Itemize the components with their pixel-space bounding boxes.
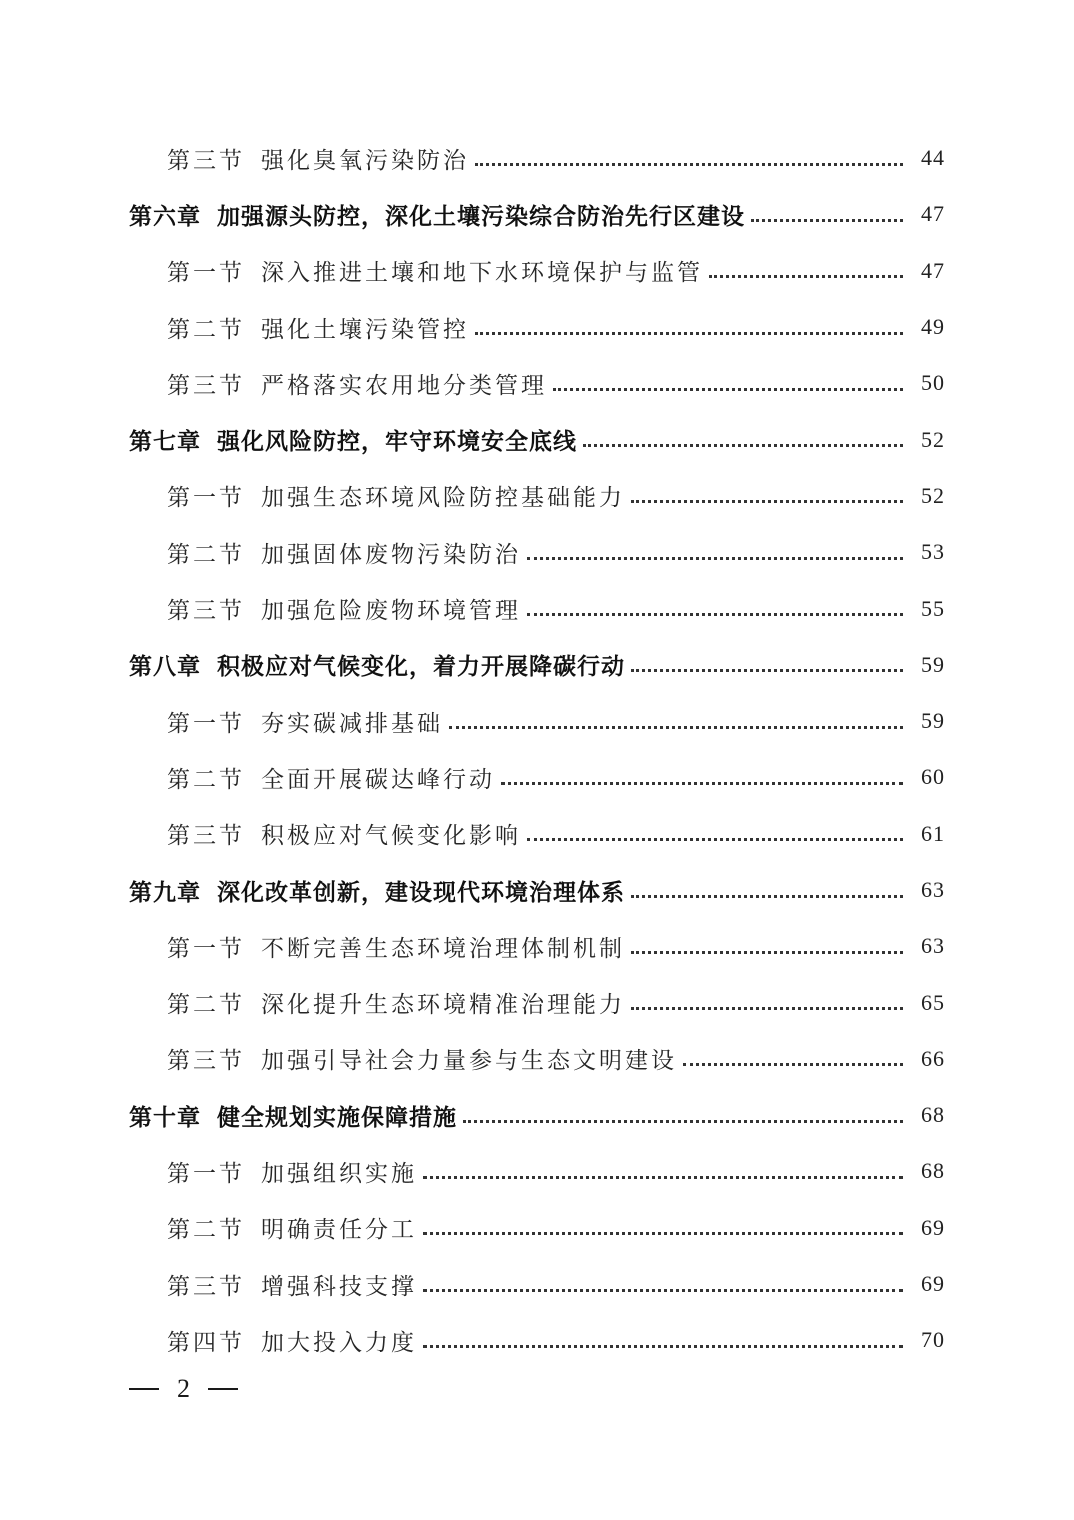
- toc-entry[interactable]: [0, 637, 1074, 693]
- toc-entry-number: 第二节: [167, 316, 245, 343]
- toc-entry-title: 健全规划实施保障措施: [217, 1104, 457, 1131]
- toc-entry[interactable]: [0, 1256, 1074, 1312]
- toc-entry-title: 积极应对气候变化，着力开展降碳行动: [217, 654, 625, 681]
- dot-leader: [631, 893, 903, 898]
- toc-entry-page: 53: [921, 539, 945, 565]
- table-of-contents: [0, 130, 1074, 1369]
- toc-entry[interactable]: [0, 355, 1074, 411]
- dot-leader: [631, 498, 903, 503]
- dot-leader: [751, 217, 903, 222]
- toc-entry-page: 59: [921, 651, 945, 677]
- toc-entry-title: 明确责任分工: [261, 1217, 417, 1244]
- toc-entry-title: 深入推进土壤和地下水环境保护与监管: [261, 260, 703, 287]
- toc-entry-title: 增强科技支撑: [261, 1273, 417, 1300]
- toc-entry-page: 47: [921, 257, 945, 283]
- dot-leader: [631, 949, 903, 954]
- toc-entry[interactable]: [0, 186, 1074, 242]
- dot-leader: [683, 1061, 903, 1066]
- toc-entry[interactable]: [0, 1200, 1074, 1256]
- toc-entry-title: 严格落实农用地分类管理: [261, 372, 547, 399]
- dot-leader: [475, 161, 903, 166]
- dot-leader: [553, 386, 903, 391]
- toc-entry-title: 加强引导社会力量参与生态文明建设: [261, 1048, 677, 1075]
- toc-entry-title: 深化提升生态环境精准治理能力: [261, 992, 625, 1019]
- toc-entry[interactable]: [0, 130, 1074, 186]
- toc-entry-number: 第一节: [167, 710, 245, 737]
- toc-entry-page: 49: [921, 314, 945, 340]
- toc-entry-page: 50: [921, 370, 945, 396]
- toc-entry-number: 第八章: [129, 654, 201, 681]
- dot-leader: [449, 724, 903, 729]
- toc-entry-page: 69: [921, 1271, 945, 1297]
- toc-entry-number: 第二节: [167, 541, 245, 568]
- toc-entry[interactable]: [0, 1031, 1074, 1087]
- toc-entry-number: 第三节: [167, 147, 245, 174]
- toc-entry-title: 全面开展碳达峰行动: [261, 766, 495, 793]
- dot-leader: [423, 1230, 903, 1235]
- toc-entry-title: 强化臭氧污染防治: [261, 147, 469, 174]
- toc-entry-title: 加强组织实施: [261, 1160, 417, 1187]
- toc-entry-number: 第三节: [167, 823, 245, 850]
- toc-entry-page: 52: [921, 426, 945, 452]
- page-footer: [129, 1374, 238, 1404]
- toc-entry-title: 夯实碳减排基础: [261, 710, 443, 737]
- toc-entry-page: 63: [921, 877, 945, 902]
- toc-entry[interactable]: [0, 1312, 1074, 1368]
- dot-leader: [527, 611, 903, 616]
- toc-entry-page: 52: [921, 482, 945, 508]
- toc-entry-number: 第七章: [129, 429, 201, 456]
- toc-entry[interactable]: [0, 693, 1074, 749]
- toc-entry-number: 第三节: [167, 1273, 245, 1300]
- footer-dash-left: [129, 1388, 159, 1390]
- toc-entry-number: 第十章: [129, 1104, 201, 1131]
- dot-leader: [423, 1287, 903, 1292]
- toc-entry-page: 44: [921, 145, 945, 171]
- toc-entry-number: 第六章: [129, 203, 201, 230]
- toc-entry[interactable]: [0, 918, 1074, 974]
- toc-entry-number: 第四节: [167, 1329, 245, 1356]
- toc-entry-page: 68: [921, 1158, 945, 1184]
- toc-entry-number: 第九章: [129, 879, 201, 906]
- toc-entry-page: 55: [921, 595, 945, 621]
- toc-entry-page: 61: [921, 820, 945, 846]
- toc-entry[interactable]: [0, 299, 1074, 355]
- toc-entry-page: 66: [921, 1045, 945, 1071]
- toc-entry-number: 第一节: [167, 485, 245, 512]
- dot-leader: [501, 780, 903, 785]
- toc-entry-number: 第二节: [167, 766, 245, 793]
- toc-entry[interactable]: [0, 580, 1074, 636]
- toc-entry[interactable]: [0, 806, 1074, 862]
- dot-leader: [423, 1343, 903, 1348]
- toc-entry-number: 第三节: [167, 598, 245, 625]
- dot-leader: [527, 836, 903, 841]
- toc-entry-page: 63: [921, 933, 945, 959]
- dot-leader: [475, 330, 903, 335]
- toc-entry-page: 70: [921, 1327, 945, 1353]
- toc-entry-title: 加大投入力度: [261, 1329, 417, 1356]
- dot-leader: [583, 442, 903, 447]
- toc-entry[interactable]: [0, 524, 1074, 580]
- page-number: 2: [177, 1374, 190, 1403]
- dot-leader: [631, 667, 903, 672]
- toc-entry[interactable]: [0, 411, 1074, 467]
- toc-entry-number: 第二节: [167, 1217, 245, 1244]
- toc-entry-title: 加强生态环境风险防控基础能力: [261, 485, 625, 512]
- toc-entry-page: 69: [921, 1214, 945, 1240]
- dot-leader: [423, 1174, 903, 1179]
- toc-entry[interactable]: [0, 1143, 1074, 1199]
- toc-entry-number: 第一节: [167, 1160, 245, 1187]
- toc-entry-number: 第一节: [167, 935, 245, 962]
- dot-leader: [527, 555, 903, 560]
- toc-entry-page: 65: [921, 989, 945, 1015]
- toc-entry-number: 第一节: [167, 260, 245, 287]
- toc-entry-page: 60: [921, 764, 945, 790]
- toc-entry-number: 第二节: [167, 992, 245, 1019]
- toc-entry[interactable]: [0, 243, 1074, 299]
- toc-entry-title: 加强危险废物环境管理: [261, 598, 521, 625]
- toc-entry-title: 强化风险防控，牢守环境安全底线: [217, 429, 577, 456]
- toc-entry[interactable]: [0, 862, 1074, 918]
- toc-entry-page: 47: [921, 201, 945, 227]
- toc-entry-title: 加强源头防控，深化土壤污染综合防治先行区建设: [217, 203, 745, 230]
- dot-leader: [463, 1118, 903, 1123]
- toc-entry[interactable]: [0, 974, 1074, 1030]
- toc-entry-page: 68: [921, 1102, 945, 1128]
- dot-leader: [709, 273, 903, 278]
- toc-entry-title: 不断完善生态环境治理体制机制: [261, 935, 625, 962]
- footer-dash-right: [208, 1388, 238, 1390]
- toc-entry-number: 第三节: [167, 1048, 245, 1075]
- toc-entry-title: 强化土壤污染管控: [261, 316, 469, 343]
- toc-entry[interactable]: [0, 468, 1074, 524]
- dot-leader: [631, 1005, 903, 1010]
- toc-entry-title: 加强固体废物污染防治: [261, 541, 521, 568]
- toc-entry-title: 深化改革创新，建设现代环境治理体系: [217, 879, 625, 906]
- toc-entry-title: 积极应对气候变化影响: [261, 823, 521, 850]
- toc-entry[interactable]: [0, 749, 1074, 805]
- toc-entry-page: 59: [921, 708, 945, 734]
- toc-entry[interactable]: [0, 1087, 1074, 1143]
- toc-entry-number: 第三节: [167, 372, 245, 399]
